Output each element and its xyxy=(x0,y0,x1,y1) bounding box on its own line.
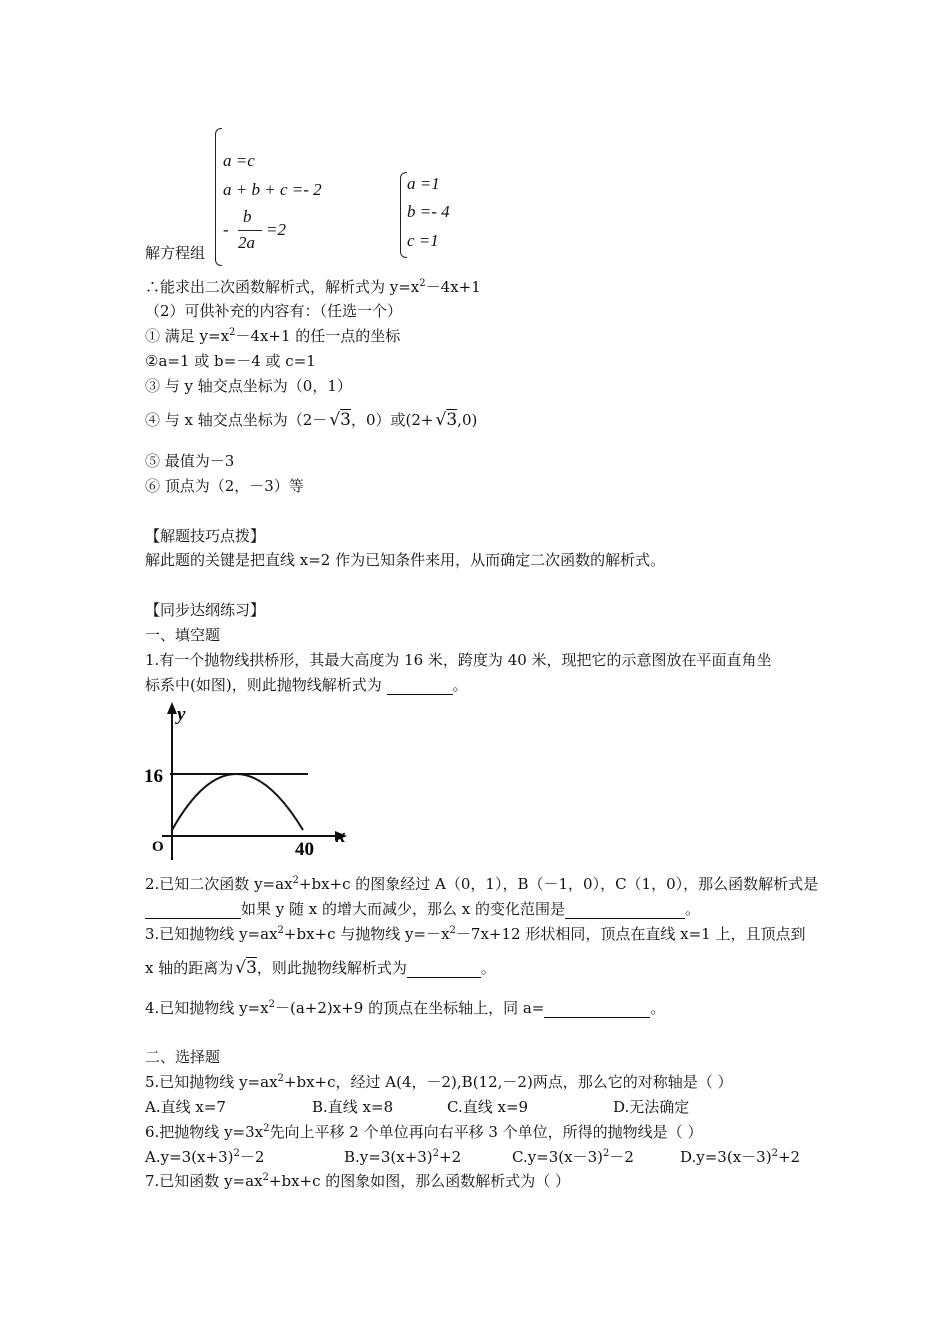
equation-line: c =1 xyxy=(407,231,439,250)
text-line: （2）可供补充的内容有：（任选一个） xyxy=(145,302,403,320)
text-line: ③ 与 y 轴交点坐标为（0，1） xyxy=(145,377,352,395)
question-text: 7.已知函数 $y=ax^2+bx+c$ 的图象如图，那么函数解析式为（ ） xyxy=(145,1172,571,1190)
fraction-bar xyxy=(238,230,262,231)
option-d[interactable]: $D.y=3(x-3)^2+2$ xyxy=(680,1148,801,1166)
equation-minus: - xyxy=(223,220,229,239)
equation-line: a =1 xyxy=(407,174,440,193)
origin-label: O xyxy=(152,839,164,855)
parabola-figure xyxy=(140,700,355,862)
text-line: ⑤ 最值为－3 xyxy=(145,452,235,470)
y-axis-label: y xyxy=(177,704,186,725)
fraction-numerator: b xyxy=(243,207,252,226)
option-a[interactable]: A.直线 x=7 xyxy=(145,1098,226,1116)
section-heading: 【解题技巧点拨】 xyxy=(145,527,266,545)
option-a[interactable]: $A.y=3(x+3)^2-2$ xyxy=(145,1148,265,1166)
question-text: x 轴的距离为 √3，则此抛物线解析式为 。 xyxy=(145,958,496,978)
option-d[interactable]: D.无法确定 xyxy=(613,1098,690,1116)
question-text: 1.有一个抛物线拱桥形，其最大高度为 16 米，跨度为 40 米，现把它的示意图放在平面直角坐 xyxy=(145,651,772,669)
option-c[interactable]: C.直线 x=9 xyxy=(447,1098,529,1116)
x-axis-label: x xyxy=(336,826,346,847)
answer-blank[interactable] xyxy=(387,679,453,695)
left-brace xyxy=(400,172,407,258)
sqrt-symbol: √3 xyxy=(435,410,458,430)
option-b[interactable]: $B.y=3(x+3)^2+2$ xyxy=(344,1148,462,1166)
question-text: 如果 y 随 x 的增大而减少，那么 x 的变化范围是 。 xyxy=(145,899,700,919)
section-heading: 二、选择题 xyxy=(145,1048,221,1066)
option-c[interactable]: $C.y=3(x-3)^2-2$ xyxy=(512,1148,634,1166)
question-text: 5.已知抛物线 $y=ax^2+bx+c$，经过 A(4，－2),B(12,－2)两点，那么它的对称轴是（ ） xyxy=(145,1073,733,1091)
section-heading: 【同步达纲练习】 xyxy=(145,601,266,619)
equation-line: a =c xyxy=(223,151,255,170)
text-line: ④ 与 x 轴交点坐标为（2－ √3，0）或(2+ √3,0) xyxy=(145,410,478,430)
question-text: 3.已知抛物线 $y=ax^2+bx+c$ 与抛物线 $y=-x^2-7x+12$ 形状相同，顶点在直线 x=1 上，且顶点到 xyxy=(145,925,806,943)
left-brace xyxy=(215,128,222,266)
text-line: ⑥ 顶点为（2，－3）等 xyxy=(145,477,304,495)
question-text: 标系中(如图)，则此抛物线解析式为 。 xyxy=(145,676,468,694)
system-label: 解方程组 xyxy=(145,244,206,262)
answer-blank[interactable] xyxy=(407,962,481,978)
equation-rhs: =2 xyxy=(266,220,286,239)
answer-blank[interactable] xyxy=(544,1002,650,1018)
section-heading: 一、填空题 xyxy=(145,626,221,644)
sqrt-symbol: √3 xyxy=(329,410,351,430)
answer-blank[interactable] xyxy=(565,903,685,919)
height-label: 16 xyxy=(144,766,163,787)
parabola-curve xyxy=(172,774,303,830)
fraction-denominator: 2a xyxy=(238,233,255,252)
answer-blank[interactable] xyxy=(145,903,241,919)
text-line: ∴能求出二次函数解析式，解析式为 $y=x^2-4x+1$ xyxy=(145,278,481,296)
question-text: 4.已知抛物线 $y=x^2-(a+2)x+9$ 的顶点在坐标轴上，同 a= 。 xyxy=(145,999,666,1017)
text-line: ②a=1 或 b=－4 或 c=1 xyxy=(145,352,316,370)
span-label: 40 xyxy=(295,839,314,860)
equation-line: a + b + c =- 2 xyxy=(223,180,322,199)
text-line: 解此题的关键是把直线 x=2 作为已知条件来用，从而确定二次函数的解析式。 xyxy=(145,551,666,569)
question-text: 2.已知二次函数 $y=ax^2+bx+c$ 的图象经过 A（0，1），B（－1，0），C（1，0），那么函数解析式是 xyxy=(145,875,819,893)
y-axis-arrow xyxy=(167,702,177,714)
sqrt-symbol: √3 xyxy=(235,958,257,978)
question-text: 6.把抛物线 $y=3x^2$先向上平移 2 个单位再向右平移 3 个单位，所得的抛物线是（ ） xyxy=(145,1123,703,1141)
option-b[interactable]: B.直线 x=8 xyxy=(312,1098,394,1116)
equation-line: b =- 4 xyxy=(407,202,450,221)
text-line: ① 满足 $y=x^2-4x+1$ 的任一点的坐标 xyxy=(145,327,401,345)
